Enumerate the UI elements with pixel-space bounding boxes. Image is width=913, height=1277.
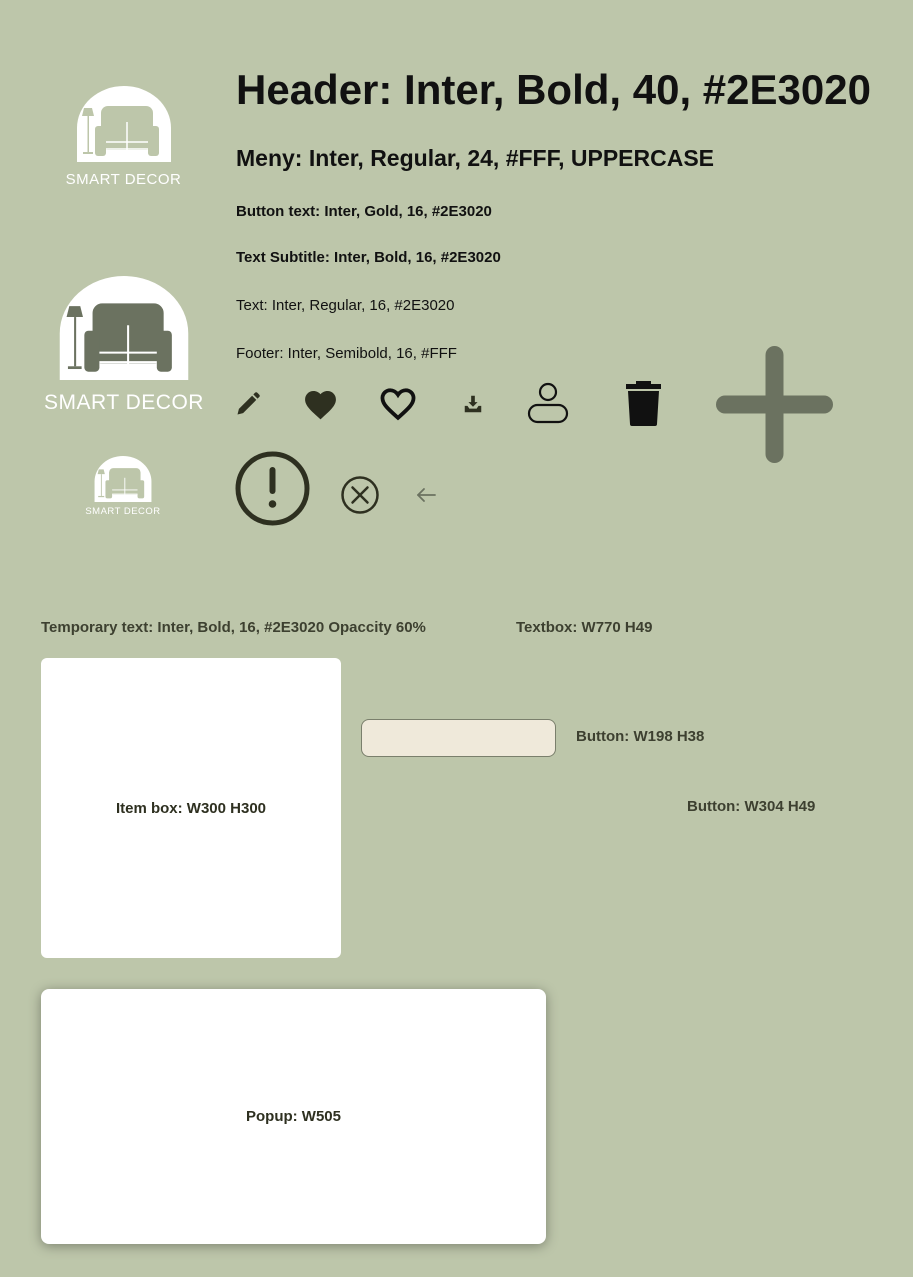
alert-circle-icon <box>234 450 311 527</box>
textbox-spec: Textbox: W770 H49 <box>516 619 653 636</box>
temporary-text-spec: Temporary text: Inter, Bold, 16, #2E3020 Opaccity 60% <box>41 619 426 636</box>
logo-small <box>83 456 163 517</box>
armchair-logo-icon <box>57 276 191 380</box>
heart-filled-icon[interactable] <box>302 387 339 421</box>
logo-text: SMART DECOR <box>44 391 204 414</box>
button-text-sample: Button text: Inter, Gold, 16, #2E3020 <box>236 203 492 220</box>
item-box-label: Item box: W300 H300 <box>115 799 267 817</box>
arrow-left-icon[interactable] <box>415 485 437 505</box>
logo-large <box>36 276 212 415</box>
button-small-spec: Button: W198 H38 <box>576 728 705 745</box>
text-sample: Text: Inter, Regular, 16, #2E3020 <box>236 297 455 314</box>
logo-medium <box>56 86 191 188</box>
header-sample: Header: Inter, Bold, 40, #2E3020 <box>236 66 871 113</box>
download-icon[interactable] <box>462 393 484 415</box>
armchair-logo-icon <box>93 456 153 502</box>
user-icon[interactable] <box>527 382 569 424</box>
footer-sample: Footer: Inter, Semibold, 16, #FFF <box>236 345 457 362</box>
heart-outline-icon[interactable] <box>377 384 419 422</box>
subtitle-sample: Text Subtitle: Inter, Bold, 16, #2E3020 <box>236 249 501 266</box>
popup[interactable] <box>41 989 546 1244</box>
logo-text: SMART DECOR <box>85 506 161 517</box>
menu-sample: Meny: Inter, Regular, 24, #FFF, UPPERCASE <box>236 145 715 171</box>
sample-button[interactable] <box>361 719 556 757</box>
logo-text: SMART DECOR <box>65 171 182 188</box>
plus-icon[interactable] <box>716 346 833 463</box>
popup-label: Popup: W505 <box>245 1108 341 1125</box>
armchair-logo-icon <box>75 86 173 162</box>
pencil-icon[interactable] <box>234 390 262 418</box>
button-large-spec: Button: W304 H49 <box>687 798 816 815</box>
trash-icon[interactable] <box>626 381 661 426</box>
close-circle-icon[interactable] <box>340 475 380 515</box>
item-box[interactable] <box>41 658 341 958</box>
